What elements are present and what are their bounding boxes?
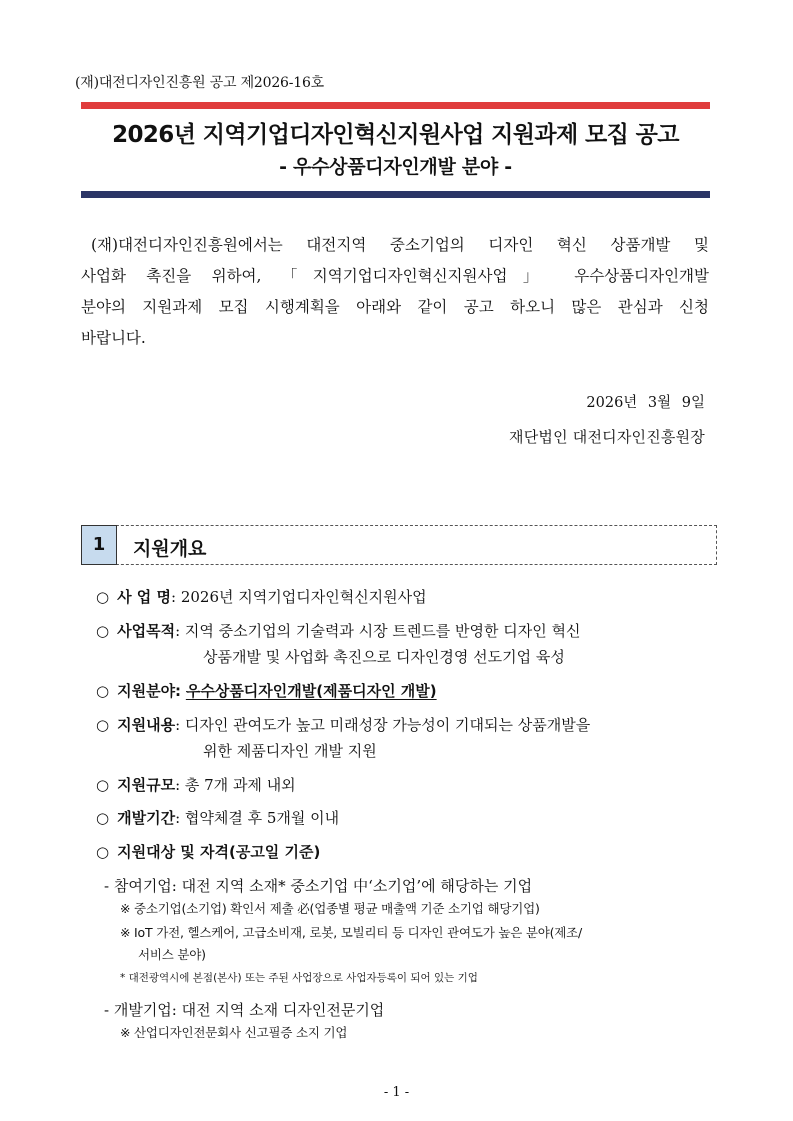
item-label: 지원내용 [117,716,176,734]
item-support-content-continued: 위한 제품디자인 개발 지원 [203,742,377,760]
item-support-scale [96,772,296,798]
developers-note: ※ 산업디자인전문회사 신고필증 소지 기업 [120,1025,348,1040]
participants-note: ※ 중소기업(소기업) 확인서 제출 必(업종별 평균 매출액 기준 소기업 해당기업) [120,901,540,916]
item-purpose [96,618,581,644]
item-eligibility [96,839,320,865]
item-value: : 디자인 관여도가 높고 미래성장 가능성이 기대되는 상품개발을 [175,716,591,734]
item-value: : 총 7개 과제 내외 [175,776,296,794]
item-dev-period [96,805,339,831]
title-bottom-bar [81,191,710,198]
bullet-circle: ○ [96,843,110,861]
bullet-circle: ○ [96,716,110,734]
section-title: 지원개요 [133,538,207,560]
participants-note: 서비스 분야) [138,947,206,962]
document-subtitle: - 우수상품디자인개발 분야 - [279,156,512,178]
bullet-circle: ○ [96,622,110,640]
item-label: 지원규모 [117,776,176,794]
item-support-field [96,678,437,704]
issuer-name: 재단법인 대전디자인진흥원장 [509,428,705,446]
intro-line: 분야의 지원과제 모집 시행계획을 아래와 같이 공고 하오니 많은 관심과 신청 [81,298,709,316]
item-label: 지원대상 및 자격(공고일 기준) [117,843,321,861]
item-business-name [96,584,427,610]
developers-line: - 개발기업: 대전 지역 소재 디자인전문기업 [104,1001,385,1019]
item-label: 지원분야: [117,682,182,700]
item-label: 개발기간 [117,809,176,827]
participants-footnote: * 대전광역시에 본점(본사) 또는 주된 사업장으로 사업자등록이 되어 있는 기업 [120,972,478,984]
bullet-circle: ○ [96,776,110,794]
item-value: 우수상품디자인개발(제품디자인 개발) [185,682,437,700]
page-number: - 1 - [383,1085,410,1100]
item-purpose-continued: 상품개발 및 사업화 촉진으로 디자인경영 선도기업 육성 [203,648,565,666]
bullet-circle: ○ [96,682,110,700]
item-value: : 협약체결 후 5개월 이내 [175,809,340,827]
document-title: 2026년 지역기업디자인혁신지원사업 지원과제 모집 공고 [112,122,679,148]
bullet-circle: ○ [96,588,110,606]
item-support-content [96,712,590,738]
item-label: 사업목적 [117,622,176,640]
intro-line: (재)대전디자인진흥원에서는 대전지역 중소기업의 디자인 혁신 상품개발 및 [91,236,709,254]
participants-note: ※ IoT 가전, 헬스케어, 고급소비재, 로봇, 모빌리티 등 디자인 관여도가 높은 분야(제조/ [120,925,583,940]
bullet-circle: ○ [96,809,110,827]
intro-paragraph [81,230,709,354]
intro-line: 사업화 촉진을 위하여, 「지역기업디자인혁신지원사업」 우수상품디자인개발 [81,267,709,285]
title-top-bar [81,102,710,109]
notice-date: 2026년 3월 9일 [586,395,705,411]
item-value: : 지역 중소기업의 기술력과 시장 트렌드를 반영한 디자인 혁신 [175,622,581,640]
item-label: 사 업 명 [117,588,172,606]
participants-line: - 참여기업: 대전 지역 소재* 중소기업 中‘소기업’에 해당하는 기업 [104,877,533,895]
intro-line: 바랍니다. [81,329,146,347]
notice-number: (재)대전디자인진흥원 공고 제2026-16호 [75,75,325,91]
item-value: : 2026년 지역기업디자인혁신지원사업 [171,588,427,606]
section-number: 1 [81,525,117,565]
